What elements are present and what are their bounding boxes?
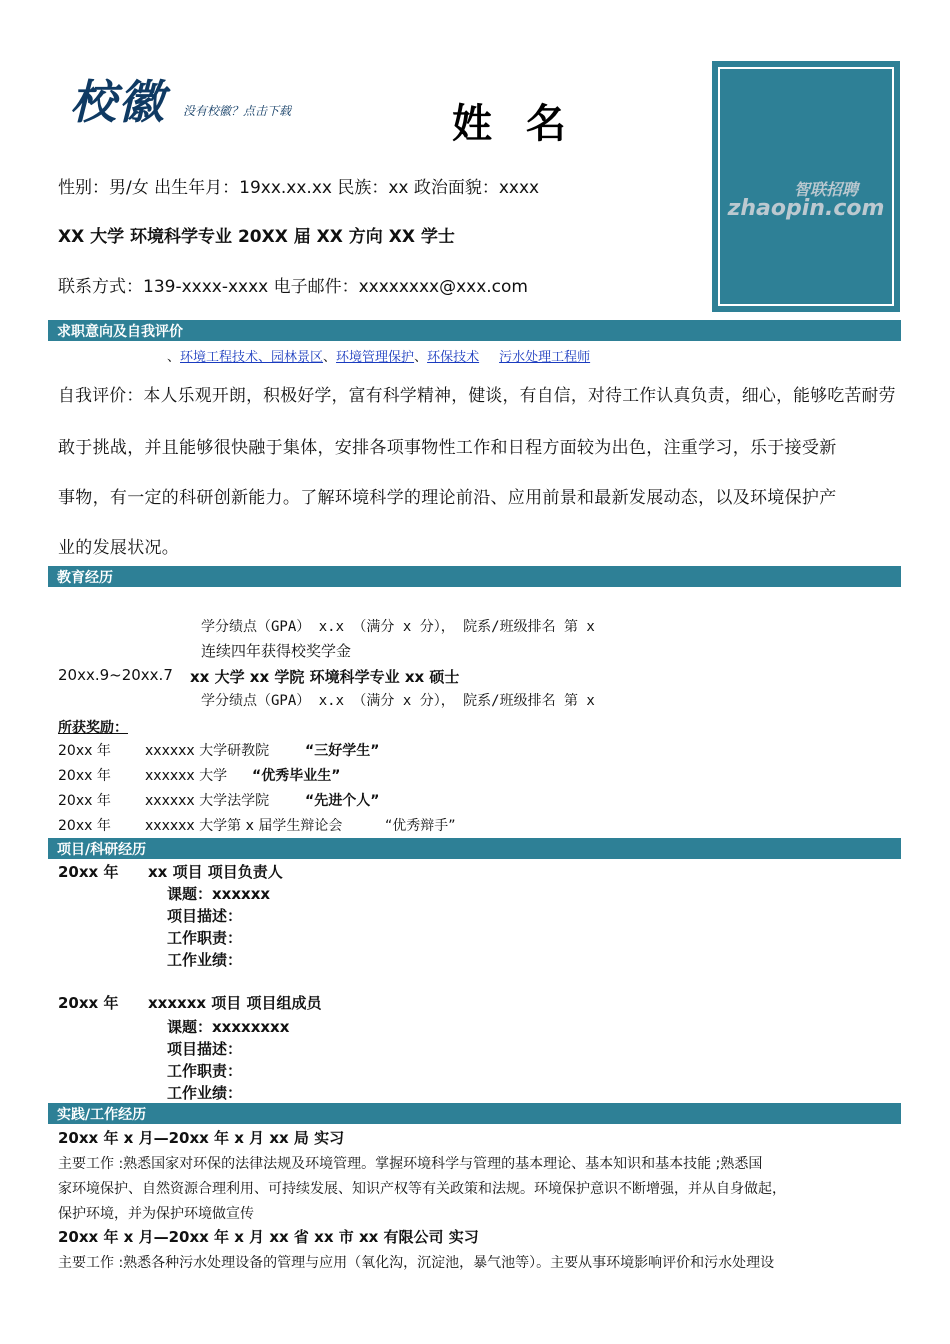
school-line: XX 大学 环境科学专业 20XX 届 XX 方向 XX 学士 (58, 227, 455, 247)
section-bar-projects (48, 838, 901, 859)
award-title: “先进个人” (305, 793, 380, 809)
gpa-line: 学分绩点（GPA） x.x （满分 x 分）， 院系/班级排名 第 x (201, 619, 595, 635)
project-name: xxxxxx 项目 项目组成员 (148, 994, 322, 1012)
link-env-management[interactable]: 环境管理保护 (336, 350, 415, 365)
job-intent-links (167, 346, 590, 365)
self-eval-line: 敢于挑战，并且能够很快融于集体，安排各项事物性工作和日程方面较为出色，注重学习，乐于接受新 (58, 438, 837, 458)
gpa-line: 学分绩点（GPA） x.x （满分 x 分）， 院系/班级排名 第 x (201, 693, 595, 709)
section-title-intent: 求职意向及自我评价 (57, 324, 183, 340)
education-date: 20xx.9~20xx.7 (58, 666, 173, 684)
school-logo-text: 校徽 (70, 75, 166, 129)
practice-heading: 20xx 年 x 月—20xx 年 x 月 xx 省 xx 市 xx 有限公司 实习 (58, 1228, 479, 1246)
award-year: 20xx 年 (58, 818, 111, 834)
intent-lead: 、 (167, 350, 181, 365)
section-bar-intent (48, 320, 901, 341)
project-topic: 课题：xxxxxx (167, 885, 271, 903)
section-bar-practice (48, 1103, 901, 1124)
section-title-projects: 项目/科研经历 (57, 842, 147, 858)
award-title: “优秀毕业生” (252, 768, 341, 784)
contact-info: 联系方式：139-xxxx-xxxx 电子邮件：xxxxxxxx@xxx.com (58, 277, 528, 297)
link-env-tech[interactable]: 环保技术 (427, 350, 480, 365)
award-org: xxxxxx 大学 (145, 768, 228, 784)
education-school: xx 大学 xx 学院 环境科学专业 xx 硕士 (190, 668, 460, 686)
link-env-engineering[interactable]: 环境工程技术、园林景区 (180, 350, 324, 365)
project-result: 工作业绩： (167, 1084, 243, 1102)
section-title-practice: 实践/工作经历 (57, 1107, 147, 1123)
award-year: 20xx 年 (58, 743, 111, 759)
award-year: 20xx 年 (58, 793, 111, 809)
self-eval-line: 业的发展状况。 (58, 538, 180, 558)
section-title-education: 教育经历 (57, 570, 113, 586)
award-org: xxxxxx 大学研教院 (145, 743, 270, 759)
project-topic: 课题：xxxxxxxx (167, 1018, 290, 1036)
link-wastewater-engineer[interactable]: 污水处理工程师 (499, 350, 591, 365)
self-eval-line: 事物，有一定的科研创新能力。了解环境科学的理论前沿、应用前景和最新发展动态，以及环境保护产 (58, 488, 837, 508)
award-title: “三好学生” (305, 743, 380, 759)
project-duty: 工作职责： (167, 1062, 243, 1080)
watermark-cn: 智联招聘 (793, 180, 858, 199)
award-year: 20xx 年 (58, 768, 111, 784)
photo-frame (712, 61, 900, 312)
practice-line: 主要工作 :熟悉各种污水处理设备的管理与应用（氧化沟，沉淀池，暴气池等）。主要从事环境影响评价和污水处理设 (58, 1255, 775, 1271)
basic-info: 性别：男/女 出生年月：19xx.xx.xx 民族：xx 政治面貌：xxxx (58, 178, 540, 198)
practice-line: 保护环境，并为保护环境做宣传 (58, 1206, 254, 1222)
awards-title: 所获奖励： (58, 720, 128, 736)
practice-line: 家环境保护、自然资源合理利用、可持续发展、知识产权等有关政策和法规。环境保护意识不断增强，并从自身做起， (58, 1181, 786, 1197)
scholarship: 连续四年获得校奖学金 (201, 642, 352, 660)
candidate-name: 姓 名 (452, 101, 576, 147)
watermark-en: zhaopin.com (727, 196, 885, 221)
project-result: 工作业绩： (167, 951, 243, 969)
project-desc: 项目描述： (167, 1040, 243, 1058)
project-year: 20xx 年 (58, 994, 119, 1012)
award-org: xxxxxx 大学第 x 届学生辩论会 (145, 818, 343, 834)
logo-download-hint[interactable]: 没有校徽？点击下载 (183, 104, 292, 118)
award-org: xxxxxx 大学法学院 (145, 793, 270, 809)
photo-inner-border (718, 67, 894, 306)
section-bar-education (48, 566, 901, 587)
practice-heading: 20xx 年 x 月—20xx 年 x 月 xx 局 实习 (58, 1129, 345, 1147)
project-name: xx 项目 项目负责人 (148, 863, 283, 881)
award-title: “优秀辩手” (385, 818, 456, 834)
project-desc: 项目描述： (167, 907, 243, 925)
watermark-logo (720, 177, 892, 221)
intent-sep-2: 、 (414, 350, 428, 365)
self-eval-line: 自我评价：本人乐观开朗，积极好学，富有科学精神，健谈，有自信，对待工作认真负责，细心，能够吃苦耐劳 (58, 385, 896, 405)
project-duty: 工作职责： (167, 929, 243, 947)
project-year: 20xx 年 (58, 863, 119, 881)
practice-line: 主要工作 :熟悉国家对环保的法律法规及环境管理。掌握环境科学与管理的基本理论、基本知识和基本技能 ;熟悉国 (58, 1156, 763, 1172)
intent-sep-1: 、 (323, 350, 337, 365)
